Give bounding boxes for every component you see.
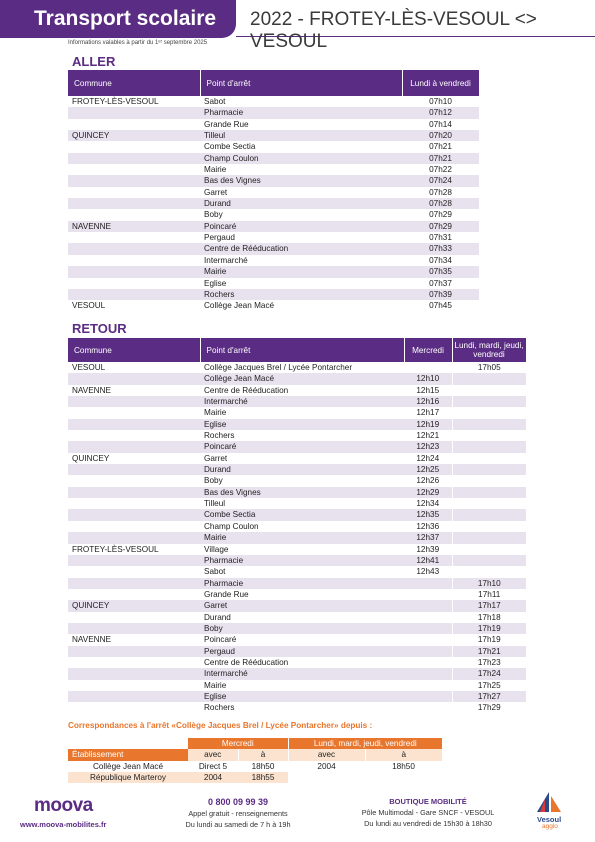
table-row <box>68 646 526 657</box>
stop-cell: Eglise <box>200 419 404 430</box>
stop-cell: Sabot <box>200 96 402 107</box>
commune-cell <box>68 164 200 175</box>
table-row <box>68 475 526 486</box>
col-header-avec: avec <box>288 749 365 760</box>
time-cell: 07h10 <box>402 96 479 107</box>
commune-cell <box>68 566 200 577</box>
col-header-weekdays: Lundi à vendredi <box>402 70 479 96</box>
sail-icon <box>529 790 569 816</box>
table-row <box>68 623 526 634</box>
stop-cell: Intermarché <box>200 396 404 407</box>
weekday-time-cell: 17h23 <box>452 657 526 668</box>
col-header-avec: avec <box>188 749 238 760</box>
stop-cell: Champ Coulon <box>200 521 404 532</box>
weekday-time-cell: 17h25 <box>452 680 526 691</box>
time-cell: 07h31 <box>402 232 479 243</box>
table-row <box>68 385 526 396</box>
wednesday-time-cell: 12h25 <box>404 464 452 475</box>
stop-cell: Rochers <box>200 289 402 300</box>
table-row <box>68 255 479 266</box>
wednesday-time-cell <box>404 702 452 713</box>
weekday-time-cell: 17h17 <box>452 600 526 611</box>
stop-cell: Rochers <box>200 430 404 441</box>
stop-cell: Garret <box>200 600 404 611</box>
table-row <box>68 96 479 107</box>
stop-cell: Grande Rue <box>200 119 402 130</box>
weekday-time-cell <box>452 555 526 566</box>
commune-cell <box>68 278 200 289</box>
commune-cell <box>68 657 200 668</box>
stop-cell: Mairie <box>200 407 404 418</box>
commune-cell <box>68 175 200 186</box>
commune-cell <box>68 255 200 266</box>
commune-cell <box>68 407 200 418</box>
wednesday-time-cell: 12h43 <box>404 566 452 577</box>
stop-cell: Intermarché <box>200 255 402 266</box>
wednesday-time-cell: 12h37 <box>404 532 452 543</box>
time-cell: 07h34 <box>402 255 479 266</box>
stop-cell: Poincaré <box>200 634 404 645</box>
correspondances-title: Correspondances à l'arrêt «Collège Jacques Brel / Lycée Pontarcher» depuis : <box>68 721 373 730</box>
stop-cell: Collège Jean Macé <box>200 373 404 384</box>
wednesday-time-cell: 12h21 <box>404 430 452 441</box>
table-row <box>68 680 526 691</box>
commune-cell <box>68 555 200 566</box>
page-title: Transport scolaire <box>34 7 217 30</box>
col-header-wednesday: Mercredi <box>404 338 452 362</box>
commune-cell <box>68 646 200 657</box>
weekday-time-cell: 17h29 <box>452 702 526 713</box>
commune-cell: QUINCEY <box>68 130 200 141</box>
time-cell: 07h28 <box>402 187 479 198</box>
wednesday-time-cell <box>404 634 452 645</box>
commune-cell: FROTEY-LÈS-VESOUL <box>68 96 200 107</box>
weekday-time-cell <box>452 521 526 532</box>
connection-line: 2004 <box>317 761 336 771</box>
connection-line: 2004 <box>188 772 238 783</box>
col-header-other-days: Lundi, mardi, jeudi, vendredi <box>452 338 526 362</box>
table-row <box>68 187 479 198</box>
table-row <box>68 589 526 600</box>
weekday-time-cell: 17h21 <box>452 646 526 657</box>
commune-cell: NAVENNE <box>68 221 200 232</box>
commune-cell <box>68 589 200 600</box>
stop-cell: Bas des Vignes <box>200 487 404 498</box>
table-row <box>68 578 526 589</box>
wednesday-time-cell: 12h10 <box>404 373 452 384</box>
stop-cell: Durand <box>200 198 402 209</box>
wednesday-time-cell <box>404 600 452 611</box>
website-link[interactable]: www.moova-mobilites.fr <box>20 820 107 829</box>
connection-time: 18h50 <box>392 761 415 771</box>
stop-cell: Tilleul <box>200 498 404 509</box>
stop-cell: Pergaud <box>200 646 404 657</box>
stop-cell: Pharmacie <box>200 107 402 118</box>
weekday-time-cell <box>452 498 526 509</box>
table-row <box>68 164 479 175</box>
stop-cell: Mairie <box>200 532 404 543</box>
wednesday-time-cell <box>404 646 452 657</box>
table-row <box>68 243 479 254</box>
wednesday-time-cell <box>404 680 452 691</box>
time-cell: 07h39 <box>402 289 479 300</box>
commune-cell <box>68 232 200 243</box>
time-cell: 07h28 <box>402 198 479 209</box>
table-row <box>68 612 526 623</box>
table-row <box>68 232 479 243</box>
phone-note: Appel gratuit - renseignements <box>188 809 288 818</box>
weekday-time-cell <box>452 464 526 475</box>
table-row <box>68 198 479 209</box>
time-cell: 07h45 <box>402 300 479 311</box>
table-row <box>68 509 526 520</box>
stop-cell: Tilleul <box>200 130 402 141</box>
table-row <box>68 430 526 441</box>
stop-cell: Garret <box>200 187 402 198</box>
connection-time: 18h55 <box>238 772 288 783</box>
weekday-time-cell <box>452 544 526 555</box>
stop-cell: Eglise <box>200 691 404 702</box>
wednesday-time-cell: 12h15 <box>404 385 452 396</box>
validity-note: Informations valables à partir du 1ᵉʳ septembre 2025 <box>68 40 208 46</box>
stop-cell: Rochers <box>200 702 404 713</box>
commune-cell <box>68 680 200 691</box>
correspondance-row <box>68 761 442 772</box>
wednesday-time-cell: 12h35 <box>404 509 452 520</box>
time-cell: 07h22 <box>402 164 479 175</box>
weekday-time-cell: 17h11 <box>452 589 526 600</box>
correspondance-row <box>68 772 442 783</box>
phone-number[interactable]: 0 800 09 99 39 <box>207 797 269 807</box>
stop-cell: Sabot <box>200 566 404 577</box>
table-row <box>68 555 526 566</box>
wednesday-time-cell <box>404 612 452 623</box>
col-header-commune: Commune <box>68 338 200 362</box>
group-header-other-days: Lundi, mardi, jeudi, vendredi <box>288 738 442 749</box>
weekday-time-cell: 17h19 <box>452 623 526 634</box>
commune-cell <box>68 475 200 486</box>
stop-cell: Grande Rue <box>200 589 404 600</box>
commune-cell: QUINCEY <box>68 453 200 464</box>
commune-cell <box>68 198 200 209</box>
weekday-time-cell <box>452 532 526 543</box>
commune-cell <box>68 668 200 679</box>
wednesday-time-cell <box>404 589 452 600</box>
weekday-time-cell: 17h05 <box>452 362 526 373</box>
stop-cell: Collège Jacques Brel / Lycée Pontarcher <box>200 362 404 373</box>
time-cell: 07h29 <box>402 209 479 220</box>
col-header-stop: Point d'arrêt <box>200 338 404 362</box>
weekday-time-cell: 17h27 <box>452 691 526 702</box>
moova-logo <box>34 795 112 815</box>
wednesday-time-cell: 12h36 <box>404 521 452 532</box>
commune-cell: VESOUL <box>68 362 200 373</box>
table-row <box>68 691 526 702</box>
commune-cell <box>68 373 200 384</box>
commune-cell <box>68 441 200 452</box>
boutique-address: Pôle Multimodal - Gare SNCF - VESOUL <box>361 808 495 817</box>
stop-cell: Poincaré <box>200 221 402 232</box>
group-header-wednesday: Mercredi <box>188 738 288 749</box>
wednesday-time-cell: 12h23 <box>404 441 452 452</box>
table-row <box>68 175 479 186</box>
commune-cell: FROTEY-LÈS-VESOUL <box>68 544 200 555</box>
stop-cell: Intermarché <box>200 668 404 679</box>
table-row <box>68 419 526 430</box>
time-cell: 07h24 <box>402 175 479 186</box>
wednesday-time-cell <box>404 623 452 634</box>
weekday-time-cell <box>452 385 526 396</box>
commune-cell <box>68 289 200 300</box>
etablissement-name: République Marteroy <box>68 772 188 783</box>
connection-line: Direct 5 <box>198 761 228 771</box>
weekday-time-cell: 17h24 <box>452 668 526 679</box>
connection-time <box>365 772 442 783</box>
commune-cell: NAVENNE <box>68 385 200 396</box>
table-row <box>68 453 526 464</box>
stop-cell: Poincaré <box>200 441 404 452</box>
time-cell: 07h12 <box>402 107 479 118</box>
stop-cell: Combe Sectia <box>200 509 404 520</box>
commune-cell <box>68 702 200 713</box>
etablissement-name: Collège Jean Macé <box>92 761 164 771</box>
stop-cell: Centre de Rééducation <box>200 243 402 254</box>
weekday-time-cell <box>452 453 526 464</box>
boutique-hours: Du lundi au vendredi de 15h30 à 18h30 <box>364 819 492 828</box>
table-row <box>68 300 479 311</box>
stop-cell: Durand <box>200 464 404 475</box>
table-row <box>68 153 479 164</box>
table-row <box>68 634 526 645</box>
table-row <box>68 373 526 384</box>
time-cell: 07h21 <box>402 141 479 152</box>
contact-block <box>160 797 316 829</box>
commune-cell <box>68 509 200 520</box>
stop-cell: Combe Sectia <box>200 141 402 152</box>
boutique-block <box>340 797 516 828</box>
stop-cell: Eglise <box>200 278 402 289</box>
commune-cell <box>68 187 200 198</box>
commune-cell <box>68 612 200 623</box>
stop-cell: Mairie <box>200 266 402 277</box>
table-row <box>68 600 526 611</box>
commune-cell <box>68 419 200 430</box>
vesoul-sub: agglo <box>542 823 558 830</box>
table-row <box>68 464 526 475</box>
time-cell: 07h14 <box>402 119 479 130</box>
correspondances-table <box>68 738 442 783</box>
commune-cell <box>68 532 200 543</box>
table-row <box>68 544 526 555</box>
weekday-time-cell <box>452 407 526 418</box>
table-row <box>68 441 526 452</box>
commune-cell <box>68 107 200 118</box>
vesoul-agglo-logo <box>529 790 569 830</box>
aller-timetable <box>68 70 480 312</box>
stop-cell: Bas des Vignes <box>200 175 402 186</box>
boutique-title: BOUTIQUE MOBILITÉ <box>389 797 467 806</box>
commune-cell <box>68 691 200 702</box>
table-row <box>68 668 526 679</box>
commune-cell <box>68 464 200 475</box>
table-row <box>68 396 526 407</box>
commune-cell <box>68 153 200 164</box>
route-title: 2022 - FROTEY-LÈS-VESOUL <> VESOUL <box>250 9 537 52</box>
table-row <box>68 521 526 532</box>
time-cell: 07h37 <box>402 278 479 289</box>
commune-cell <box>68 521 200 532</box>
stop-cell: Pharmacie <box>200 555 404 566</box>
weekday-time-cell <box>452 396 526 407</box>
commune-cell <box>68 578 200 589</box>
stop-cell: Champ Coulon <box>200 153 402 164</box>
section-title-aller: ALLER <box>72 54 116 69</box>
table-row <box>68 657 526 668</box>
stop-cell: Mairie <box>200 164 402 175</box>
wednesday-time-cell: 12h16 <box>404 396 452 407</box>
table-row <box>68 107 479 118</box>
weekday-time-cell <box>452 566 526 577</box>
weekday-time-cell <box>452 419 526 430</box>
time-cell: 07h35 <box>402 266 479 277</box>
retour-timetable <box>68 338 527 714</box>
commune-cell <box>68 119 200 130</box>
table-row <box>68 289 479 300</box>
weekday-time-cell: 17h10 <box>452 578 526 589</box>
table-row <box>68 487 526 498</box>
stop-cell: Durand <box>200 612 404 623</box>
wednesday-time-cell: 12h41 <box>404 555 452 566</box>
stop-cell: Collège Jean Macé <box>200 300 402 311</box>
stop-cell: Village <box>200 544 404 555</box>
wednesday-time-cell: 12h19 <box>404 419 452 430</box>
wednesday-time-cell: 12h26 <box>404 475 452 486</box>
wednesday-time-cell <box>404 362 452 373</box>
table-row <box>68 130 479 141</box>
table-row <box>68 221 479 232</box>
table-row <box>68 278 479 289</box>
weekday-time-cell: 17h19 <box>452 634 526 645</box>
weekday-time-cell <box>452 509 526 520</box>
moova-wordmark: moova <box>34 795 93 816</box>
table-row <box>68 532 526 543</box>
commune-cell <box>68 498 200 509</box>
wednesday-time-cell: 12h34 <box>404 498 452 509</box>
weekday-time-cell <box>452 441 526 452</box>
stop-cell: Boby <box>200 475 404 486</box>
wednesday-time-cell <box>404 668 452 679</box>
time-cell: 07h29 <box>402 221 479 232</box>
table-row <box>68 209 479 220</box>
commune-cell <box>68 141 200 152</box>
col-header-a: à <box>238 749 288 760</box>
weekday-time-cell <box>452 487 526 498</box>
commune-cell <box>68 487 200 498</box>
commune-cell: VESOUL <box>68 300 200 311</box>
table-row <box>68 407 526 418</box>
col-header-commune: Commune <box>68 70 200 96</box>
weekday-time-cell <box>452 475 526 486</box>
header-banner <box>0 0 236 38</box>
commune-cell <box>68 396 200 407</box>
stop-cell: Mairie <box>200 680 404 691</box>
col-header-etablissement: Établissement <box>68 749 188 760</box>
connection-time: 18h50 <box>251 761 275 771</box>
stop-cell: Boby <box>200 209 402 220</box>
time-cell: 07h33 <box>402 243 479 254</box>
col-header-a: à <box>365 749 442 760</box>
stop-cell: Boby <box>200 623 404 634</box>
stop-cell: Pergaud <box>200 232 402 243</box>
time-cell: 07h20 <box>402 130 479 141</box>
wednesday-time-cell <box>404 657 452 668</box>
table-row <box>68 498 526 509</box>
connection-line <box>288 772 365 783</box>
weekday-time-cell <box>452 430 526 441</box>
stop-cell: Centre de Rééducation <box>200 657 404 668</box>
commune-cell: NAVENNE <box>68 634 200 645</box>
table-row <box>68 702 526 713</box>
wednesday-time-cell <box>404 691 452 702</box>
stop-cell: Pharmacie <box>200 578 404 589</box>
time-cell: 07h21 <box>402 153 479 164</box>
table-row <box>68 119 479 130</box>
wednesday-time-cell: 12h39 <box>404 544 452 555</box>
wednesday-time-cell: 12h24 <box>404 453 452 464</box>
commune-cell: QUINCEY <box>68 600 200 611</box>
commune-cell <box>68 430 200 441</box>
table-row <box>68 266 479 277</box>
table-row <box>68 566 526 577</box>
commune-cell <box>68 209 200 220</box>
vesoul-name: Vesoul <box>537 815 562 824</box>
stop-cell: Centre de Rééducation <box>200 385 404 396</box>
wednesday-time-cell <box>404 578 452 589</box>
table-row <box>68 141 479 152</box>
weekday-time-cell: 17h18 <box>452 612 526 623</box>
wednesday-time-cell: 12h29 <box>404 487 452 498</box>
table-row <box>68 362 526 373</box>
wednesday-time-cell: 12h17 <box>404 407 452 418</box>
stop-cell: Garret <box>200 453 404 464</box>
phone-hours: Du lundi au samedi de 7 h à 19h <box>185 820 291 829</box>
weekday-time-cell <box>452 373 526 384</box>
col-header-stop: Point d'arrêt <box>200 70 402 96</box>
commune-cell <box>68 266 200 277</box>
section-title-retour: RETOUR <box>72 321 127 336</box>
commune-cell <box>68 623 200 634</box>
commune-cell <box>68 243 200 254</box>
